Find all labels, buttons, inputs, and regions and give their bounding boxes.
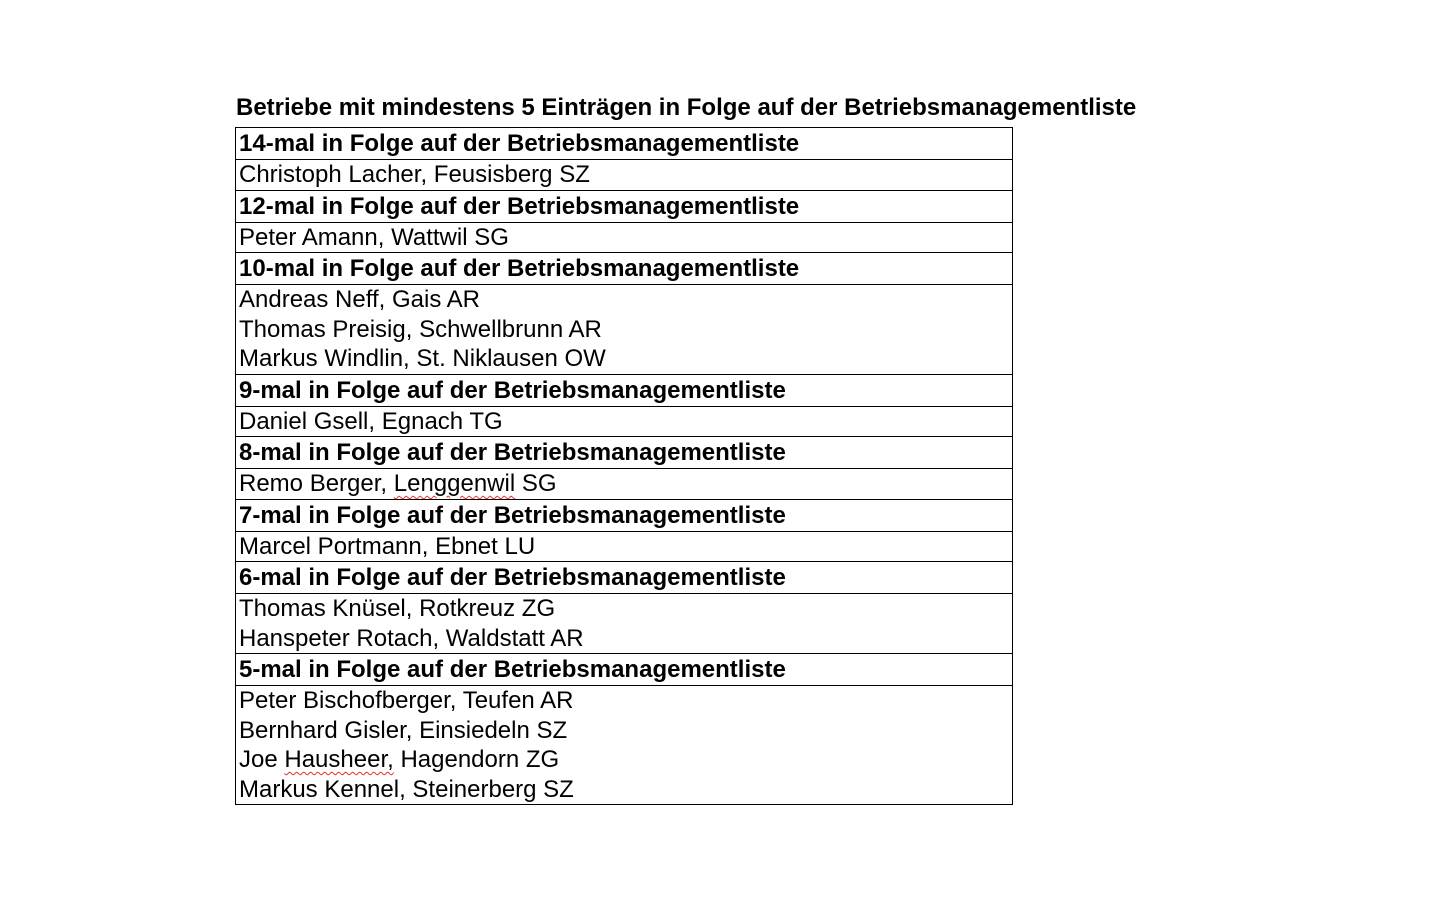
section-header: 9-mal in Folge auf der Betriebsmanagementliste: [236, 375, 1012, 407]
entry-place: Feusisberg SZ: [433, 161, 590, 188]
entry-place: Rotkreuz ZG: [419, 595, 556, 622]
entry-separator: ,: [399, 775, 413, 803]
entry-place: Gais AR: [391, 286, 481, 313]
entry-place: Wattwil SG: [391, 223, 509, 251]
entry: [239, 469, 1012, 499]
entry-place: Einsiedeln SZ: [419, 716, 568, 744]
section-10-mal: [236, 253, 1012, 375]
entry-separator: ,: [420, 161, 434, 188]
entry-name: Marcel Portmann: [239, 532, 422, 560]
entry-name-misspelled: Hausheer,: [284, 746, 394, 773]
entry-name: Bernhard Gisler: [239, 716, 406, 744]
entry-separator: ,: [449, 687, 463, 714]
section-8-mal: [236, 437, 1012, 500]
section-5-mal: [236, 654, 1012, 804]
entry-name: Andreas Neff: [239, 286, 379, 313]
section-header: 10-mal in Folge auf der Betriebsmanagementliste: [236, 253, 1012, 285]
entry-place: Hagendorn ZG: [400, 746, 560, 773]
section-body: [236, 160, 1012, 191]
entry-place: Waldstatt AR: [445, 624, 584, 652]
entry-place: Teufen AR: [462, 687, 574, 714]
entry-separator: ,: [380, 470, 394, 497]
entry: [239, 532, 1012, 562]
section-body: [236, 469, 1012, 500]
entry-name: Hanspeter Rotach: [239, 624, 433, 652]
section-body: [236, 594, 1012, 654]
section-body: [236, 285, 1012, 375]
entry-name: Markus Kennel: [239, 775, 400, 803]
entry-name-first: Joe: [239, 746, 285, 773]
entry-name: Peter Amann: [239, 223, 378, 251]
entry-separator: ,: [421, 532, 436, 560]
entry: [239, 344, 1012, 374]
entry: [239, 407, 1012, 437]
entry-name: Markus Windlin: [239, 345, 404, 372]
section-header: 5-mal in Folge auf der Betriebsmanagementliste: [236, 654, 1012, 686]
section-header: 7-mal in Folge auf der Betriebsmanagementliste: [236, 500, 1012, 532]
section-9-mal: [236, 375, 1012, 438]
entry-name: Peter Bischofberger: [239, 687, 450, 714]
section-header: 12-mal in Folge auf der Betriebsmanagementliste: [236, 191, 1012, 223]
section-body: [236, 532, 1012, 563]
entry-separator: ,: [432, 624, 446, 652]
entry: [239, 594, 1012, 624]
entry: [239, 315, 1012, 345]
entry: [239, 223, 1012, 253]
section-6-mal: [236, 562, 1012, 654]
document-title: Betriebe mit mindestens 5 Einträgen in Folge auf der Betriebsmanagementliste: [236, 94, 1137, 121]
entry-separator: ,: [403, 345, 417, 372]
entry: [239, 716, 1012, 746]
entry-place: Schwellbrunn AR: [419, 315, 602, 343]
section-header: 8-mal in Folge auf der Betriebsmanagementliste: [236, 437, 1012, 469]
entry-place: Ebnet LU: [435, 532, 536, 560]
section-body: [236, 223, 1012, 254]
section-body: [236, 407, 1012, 438]
entry: [239, 686, 1012, 716]
entry: [239, 745, 1012, 775]
entry: [239, 775, 1012, 805]
entry-separator: ,: [368, 407, 382, 435]
entry-separator: ,: [377, 223, 392, 251]
section-header: 14-mal in Folge auf der Betriebsmanagementliste: [236, 128, 1012, 160]
entry-separator: ,: [405, 595, 420, 622]
entry-name: Thomas Knüsel: [239, 595, 406, 622]
entry-place: St. Niklausen OW: [416, 345, 606, 372]
entry: [239, 285, 1012, 315]
section-header: 6-mal in Folge auf der Betriebsmanagementliste: [236, 562, 1012, 594]
section-7-mal: [236, 500, 1012, 563]
entry-place: Egnach TG: [381, 407, 503, 435]
section-body: [236, 686, 1012, 804]
entry-name: Thomas Preisig: [239, 315, 406, 343]
entry: [239, 160, 1012, 190]
entry-name: Daniel Gsell: [239, 407, 369, 435]
entry-name: Remo Berger: [239, 470, 381, 497]
section-14-mal: [236, 128, 1012, 191]
entry-separator: ,: [405, 315, 420, 343]
ranking-table: [235, 127, 1013, 805]
section-12-mal: [236, 191, 1012, 254]
entry-separator: ,: [405, 716, 420, 744]
entry-name: Christoph Lacher: [239, 161, 421, 188]
entry-place-suffix: SG: [515, 470, 557, 497]
entry-place: Steinerberg SZ: [412, 775, 574, 803]
entry: [239, 624, 1012, 654]
entry-separator: ,: [378, 286, 392, 313]
entry-place-misspelled: Lenggenwil: [393, 470, 516, 497]
